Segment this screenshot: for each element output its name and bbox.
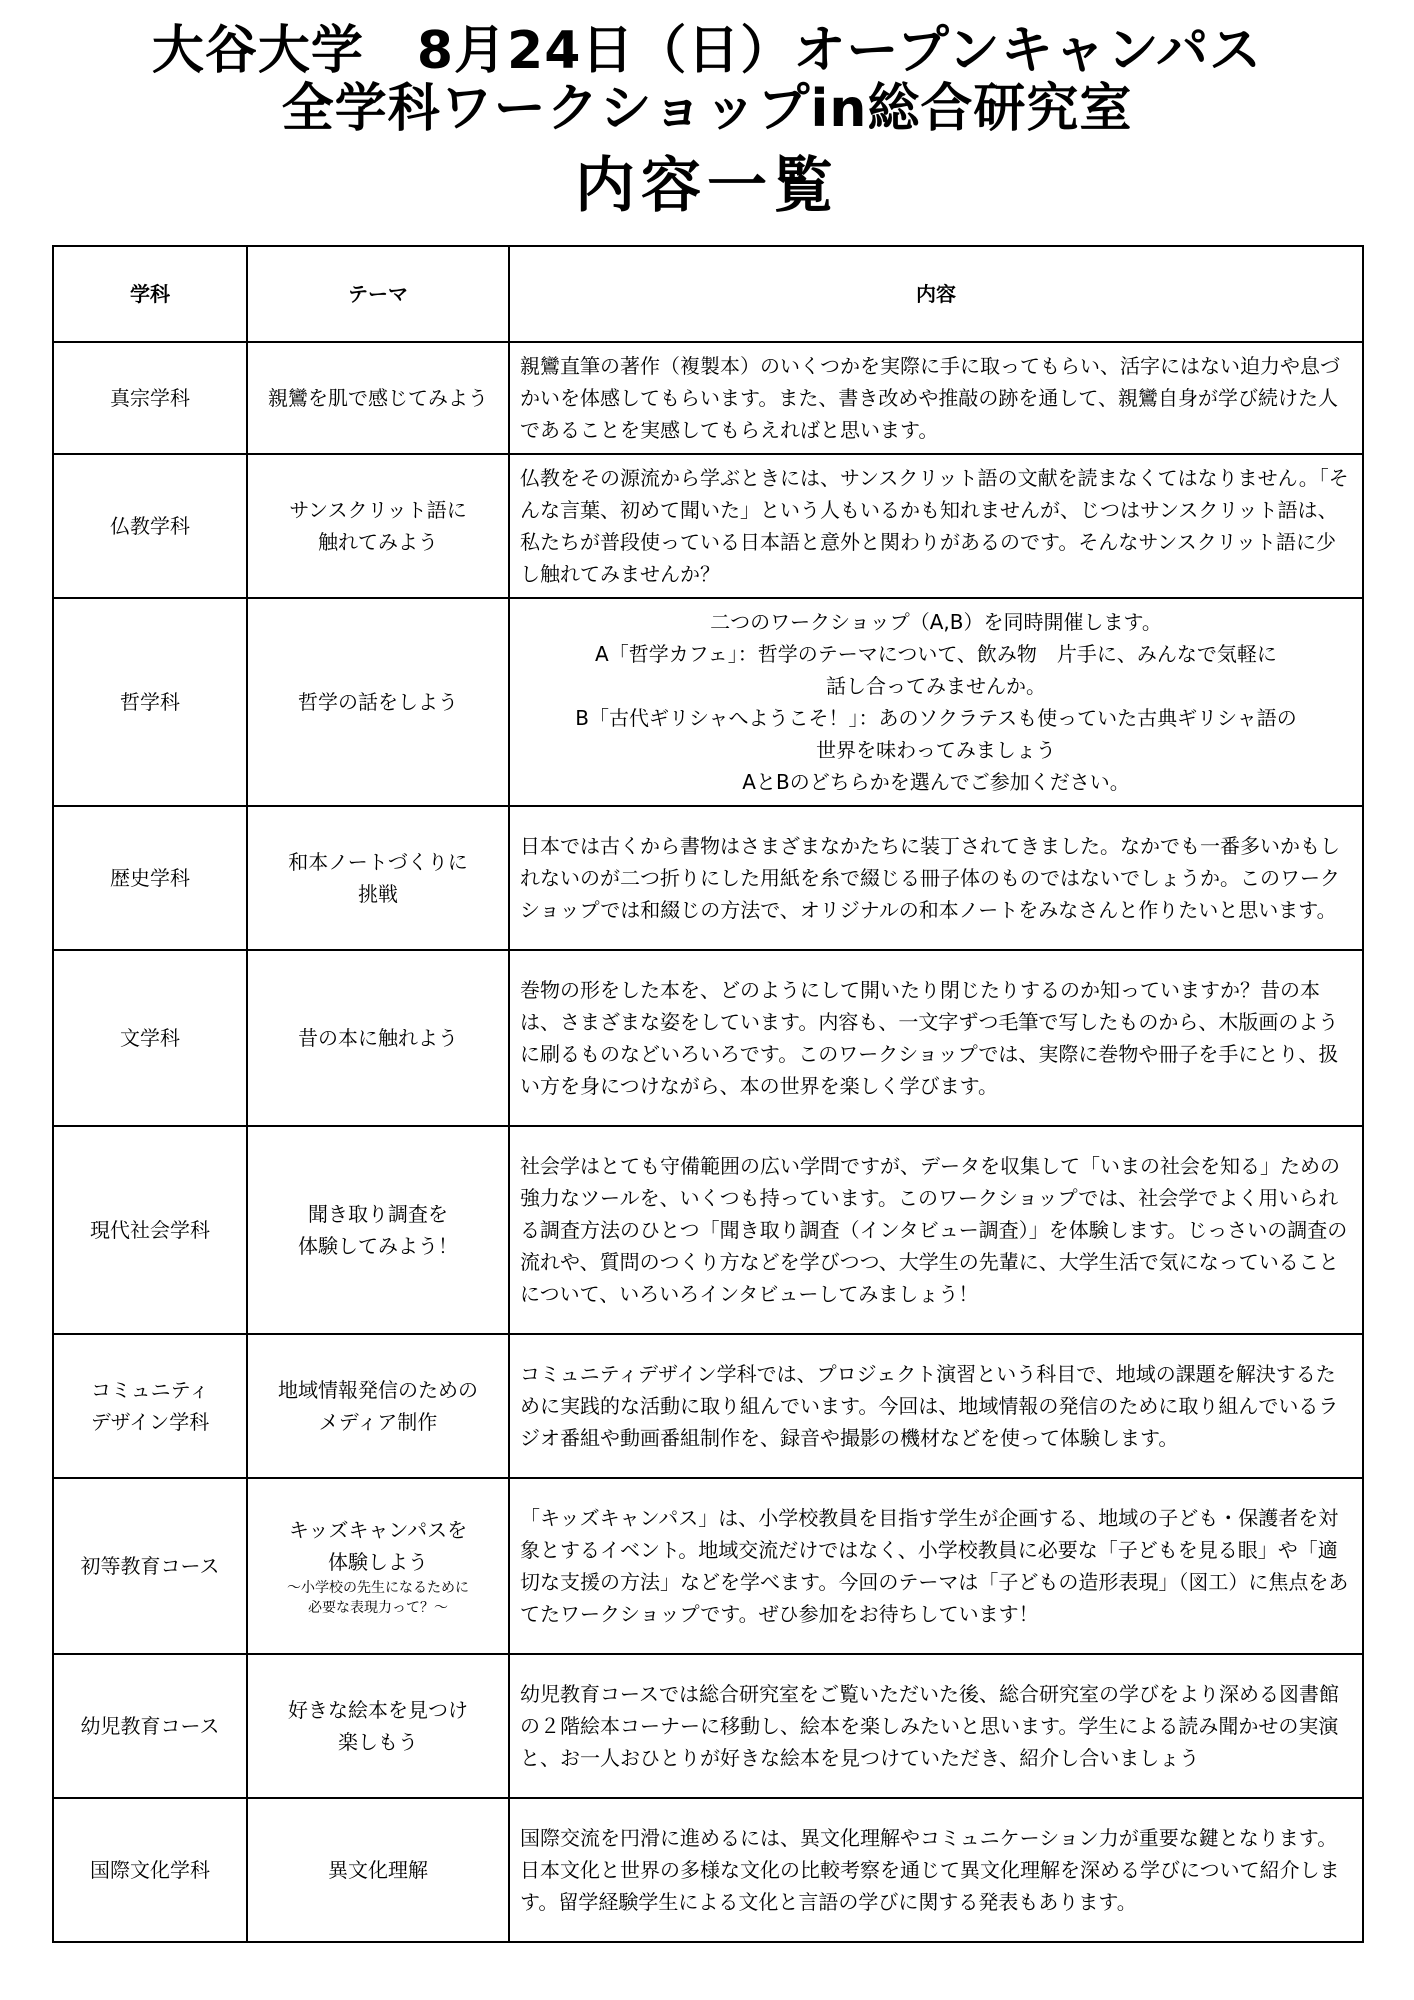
theme-cell: 哲学の話をしよう (247, 598, 509, 806)
table-row (53, 454, 1363, 598)
content-cell: 「キッズキャンパス」は、小学校教員を目指す学生が企画する、地域の子ども・保護者を対象とするイベント。地域交流だけではなく、小学校教員に必要な「子どもを見る眼」や「適切な支援の方法」などを学べます。今回のテーマは「子どもの造形表現」（図工）に焦点をあてたワークショップです。ぜひ参加をお待ちしています！ (509, 1478, 1363, 1654)
content-cell: コミュニティデザイン学科では、プロジェクト演習という科目で、地域の課題を解決するために実践的な活動に取り組んでいます。今回は、地域情報の発信のために取り組んでいるラジオ番組や動画番組制作を、録音や撮影の機材などを使って体験します。 (509, 1334, 1363, 1478)
department-cell: 哲学科 (53, 598, 247, 806)
theme-subtitle: ～小学校の先生になるために 必要な表現力って？～ (287, 1580, 469, 1616)
content-cell: 幼児教育コースでは総合研究室をご覧いただいた後、総合研究室の学びをより深める図書館の２階絵本コーナーに移動し、絵本を楽しみたいと思います。学生による読み聞かせの実演と、お一人おひとりが好きな絵本を見つけていただき、紹介し合いましょう (509, 1654, 1363, 1798)
table-row (53, 806, 1363, 950)
theme-cell: 和本ノートづくりに 挑戦 (247, 806, 509, 950)
table-row (53, 1126, 1363, 1334)
workshop-table (52, 245, 1364, 1943)
department-cell: 仏教学科 (53, 454, 247, 598)
department-cell: 真宗学科 (53, 342, 247, 454)
table-row (53, 1654, 1363, 1798)
table-row (53, 1478, 1363, 1654)
department-cell: コミュニティ デザイン学科 (53, 1334, 247, 1478)
theme-cell: 異文化理解 (247, 1798, 509, 1942)
department-cell: 文学科 (53, 950, 247, 1126)
content-cell: 親鸞直筆の著作（複製本）のいくつかを実際に手に取ってもらい、活字にはない迫力や息づかいを体感してもらいます。また、書き改めや推敲の跡を通して、親鸞自身が学び続けた人であることを実感してもらえればと思います。 (509, 342, 1363, 454)
theme-cell: 好きな絵本を見つけ 楽しもう (247, 1654, 509, 1798)
theme-cell: 昔の本に触れよう (247, 950, 509, 1126)
content-cell: 二つのワークショップ（A,B）を同時開催します。 A「哲学カフェ」：哲学のテーマについて、飲み物 片手に、みんなで気軽に 話し合ってみませんか。 B「古代ギリシャへようこそ！」：あのソクラテスも使っていた古典ギリシャ語の 世界を味わってみましょう AとBのどちらかを選んでご参加ください。 (509, 598, 1363, 806)
header-theme: テーマ (247, 246, 509, 342)
page-title-line-2: 全学科ワークショップin総合研究室 (281, 79, 1133, 139)
theme-cell: 親鸞を肌で感じてみよう (247, 342, 509, 454)
department-cell: 現代社会学科 (53, 1126, 247, 1334)
content-cell: 仏教をその源流から学ぶときには、サンスクリット語の文献を読まなくてはなりません。「そんな言葉、初めて聞いた」という人もいるかも知れませんが、じつはサンスクリット語は、私たちが普段使っている日本語と意外と関わりがあるのです。そんなサンスクリット語に少し触れてみませんか？ (509, 454, 1363, 598)
page-title-line-3: 内容一覧 (575, 151, 839, 221)
theme-cell: 聞き取り調査を 体験してみよう！ (247, 1126, 509, 1334)
theme-main-text: キッズキャンパスを 体験しよう (288, 1518, 468, 1574)
content-cell: 社会学はとても守備範囲の広い学問ですが、データを収集して「いまの社会を知る」ための強力なツールを、いくつも持っています。このワークショップでは、社会学でよく用いられる調査方法のひとつ「聞き取り調査（インタビュー調査）」を体験します。じっさいの調査の流れや、質問のつくり方などを学びつつ、大学生の先輩に、大学生活で気になっていることについて、いろいろインタビューしてみましょう！ (509, 1126, 1363, 1334)
theme-cell: サンスクリット語に 触れてみよう (247, 454, 509, 598)
department-cell: 歴史学科 (53, 806, 247, 950)
header-content: 内容 (509, 246, 1363, 342)
table-header-row (53, 246, 1363, 342)
table-row (53, 342, 1363, 454)
content-cell: 巻物の形をした本を、どのようにして開いたり閉じたりするのか知っていますか？昔の本は、さまざまな姿をしています。内容も、一文字ずつ毛筆で写したものから、木版画のように刷るものなどいろいろです。このワークショップでは、実際に巻物や冊子を手にとり、扱い方を身につけながら、本の世界を楽しく学びます。 (509, 950, 1363, 1126)
page-title-line-1: 大谷大学 8月24日（日）オープンキャンパス (151, 21, 1263, 81)
theme-cell (247, 1478, 509, 1654)
table-row (53, 1798, 1363, 1942)
department-cell: 幼児教育コース (53, 1654, 247, 1798)
theme-cell: 地域情報発信のための メディア制作 (247, 1334, 509, 1478)
department-cell: 国際文化学科 (53, 1798, 247, 1942)
table-row (53, 950, 1363, 1126)
title-block (0, 22, 1414, 226)
content-cell: 日本では古くから書物はさまざまなかたちに装丁されてきました。なかでも一番多いかもしれないのが二つ折りにした用紙を糸で綴じる冊子体のものではないでしょうか。このワークショップでは和綴じの方法で、オリジナルの和本ノートをみなさんと作りたいと思います。 (509, 806, 1363, 950)
header-department: 学科 (53, 246, 247, 342)
content-cell: 国際交流を円滑に進めるには、異文化理解やコミュニケーション力が重要な鍵となります。日本文化と世界の多様な文化の比較考察を通じて異文化理解を深める学びについて紹介します。留学経験学生による文化と言語の学びに関する発表もあります。 (509, 1798, 1363, 1942)
department-cell: 初等教育コース (53, 1478, 247, 1654)
table-row (53, 598, 1363, 806)
table-row (53, 1334, 1363, 1478)
